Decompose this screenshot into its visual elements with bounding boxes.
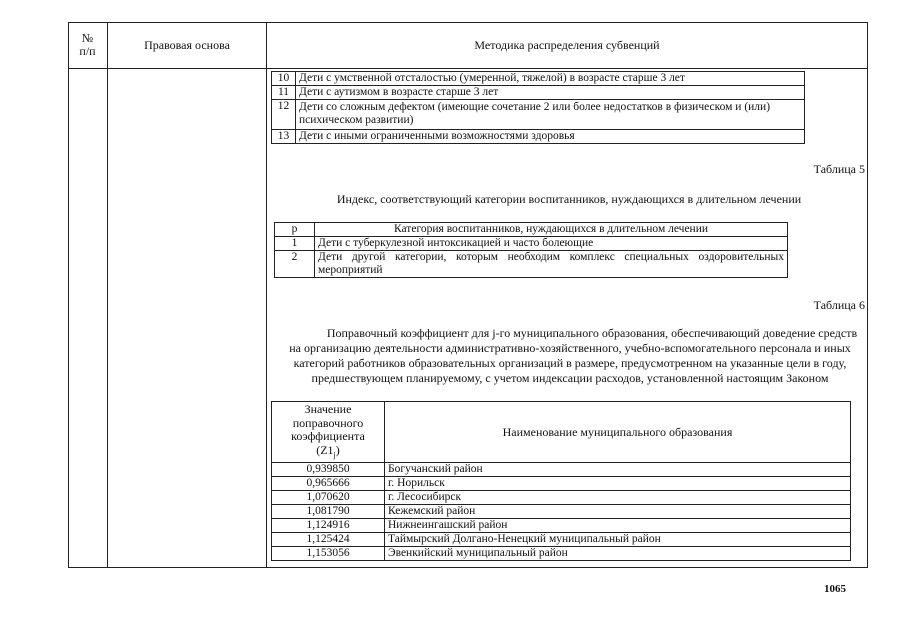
row-number: 2: [275, 251, 315, 278]
header-value-line1: Значение: [304, 402, 352, 416]
row-text: Дети другой категории, которым необходим комплекс специальных оздоровительных мероприятий: [315, 251, 788, 278]
table5-header-category: Категория воспитанников, нуждающихся в длительном лечении: [315, 223, 788, 237]
table5-header-p: p: [275, 223, 315, 237]
coefficient-value: 1,125424: [272, 533, 385, 547]
table-row: [272, 519, 851, 533]
table-row: [275, 237, 788, 251]
table-row: [272, 505, 851, 519]
coefficient-value: 1,081790: [272, 505, 385, 519]
municipality-name: Кежемский район: [385, 505, 851, 519]
table6-label: Таблица 6: [813, 298, 865, 312]
table5-header-row: [275, 223, 788, 237]
header-col-legal: Правовая основа: [144, 38, 230, 52]
row-text: Дети со сложным дефектом (имеющие сочетание 2 или более недостатков в физическом и (или) психическом развитии): [296, 100, 805, 130]
table-row: [272, 100, 805, 130]
municipality-name: Таймырский Долгано-Ненецкий муниципальный район: [385, 533, 851, 547]
table-row: [272, 463, 851, 477]
table6-header-value: [272, 402, 385, 463]
row-text: Дети с туберкулезной интоксикацией и часто болеющие: [315, 237, 788, 251]
table-row: [272, 491, 851, 505]
municipality-name: Богучанский район: [385, 463, 851, 477]
header-col-num: [68, 32, 107, 58]
header-col-method: Методика распределения субвенций: [474, 38, 660, 52]
row-text: Дети с иными ограниченными возможностями здоровья: [296, 130, 805, 144]
municipality-name: Эвенкийский муниципальный район: [385, 547, 851, 561]
header-value-line4: $(Z1_j)$: [316, 442, 340, 459]
coefficient-value: 0,965666: [272, 477, 385, 491]
row-number: 1: [275, 237, 315, 251]
coefficient-value: 0,939850: [272, 463, 385, 477]
row-text: Дети с умственной отсталостью (умеренной, тяжелой) в возрасте старше 3 лет: [296, 72, 805, 86]
header-num-line1: №: [81, 31, 94, 45]
row-number: 12: [272, 100, 296, 130]
table-row: [272, 477, 851, 491]
header-value-line3: коэффициента: [291, 429, 365, 443]
municipality-name: Нижнеингашский район: [385, 519, 851, 533]
header-value-line2: поправочного: [292, 415, 364, 430]
table5-label: Таблица 5: [813, 162, 865, 176]
col-divider-1: [107, 22, 108, 568]
municipality-name: г. Лесосибирск: [385, 491, 851, 505]
page-number: 1065: [824, 583, 846, 595]
header-num-line2: п/п: [79, 44, 96, 58]
table-row: [272, 130, 805, 144]
row-number: 11: [272, 86, 296, 100]
col-divider-2: [266, 22, 267, 568]
table-continued: [271, 71, 805, 144]
header-divider: [68, 68, 868, 69]
table-row: [272, 86, 805, 100]
row-number: 10: [272, 72, 296, 86]
table-row: [275, 251, 788, 278]
row-text: Дети с аутизмом в возрасте старше 3 лет: [296, 86, 805, 100]
table6-header-row: [272, 402, 851, 463]
table5-title: Индекс, соответствующий категории воспитанников, нуждающихся в длительном лечении: [336, 192, 802, 206]
table5: [274, 222, 788, 278]
table-row: [272, 533, 851, 547]
coefficient-value: 1,070620: [272, 491, 385, 505]
table6-title: Поправочный коэффициент для j-го муниципального образования, обеспечивающий доведение средств на организацию деятельности административно-хозяйственного, учебно-вспомогательного персонала и иных категорий работников образовательных организаций в размере, предусмотренном на указанные цели в году, предшествующем планируемому, с учетом индексации расходов, установленной настоящим Законом: [289, 326, 858, 385]
table-row: [272, 547, 851, 561]
table6: [271, 401, 851, 561]
municipality-name: г. Норильск: [385, 477, 851, 491]
coefficient-value: 1,124916: [272, 519, 385, 533]
table6-header-name: Наименование муниципального образования: [385, 402, 851, 463]
table-row: [272, 72, 805, 86]
row-number: 13: [272, 130, 296, 144]
coefficient-value: 1,153056: [272, 547, 385, 561]
